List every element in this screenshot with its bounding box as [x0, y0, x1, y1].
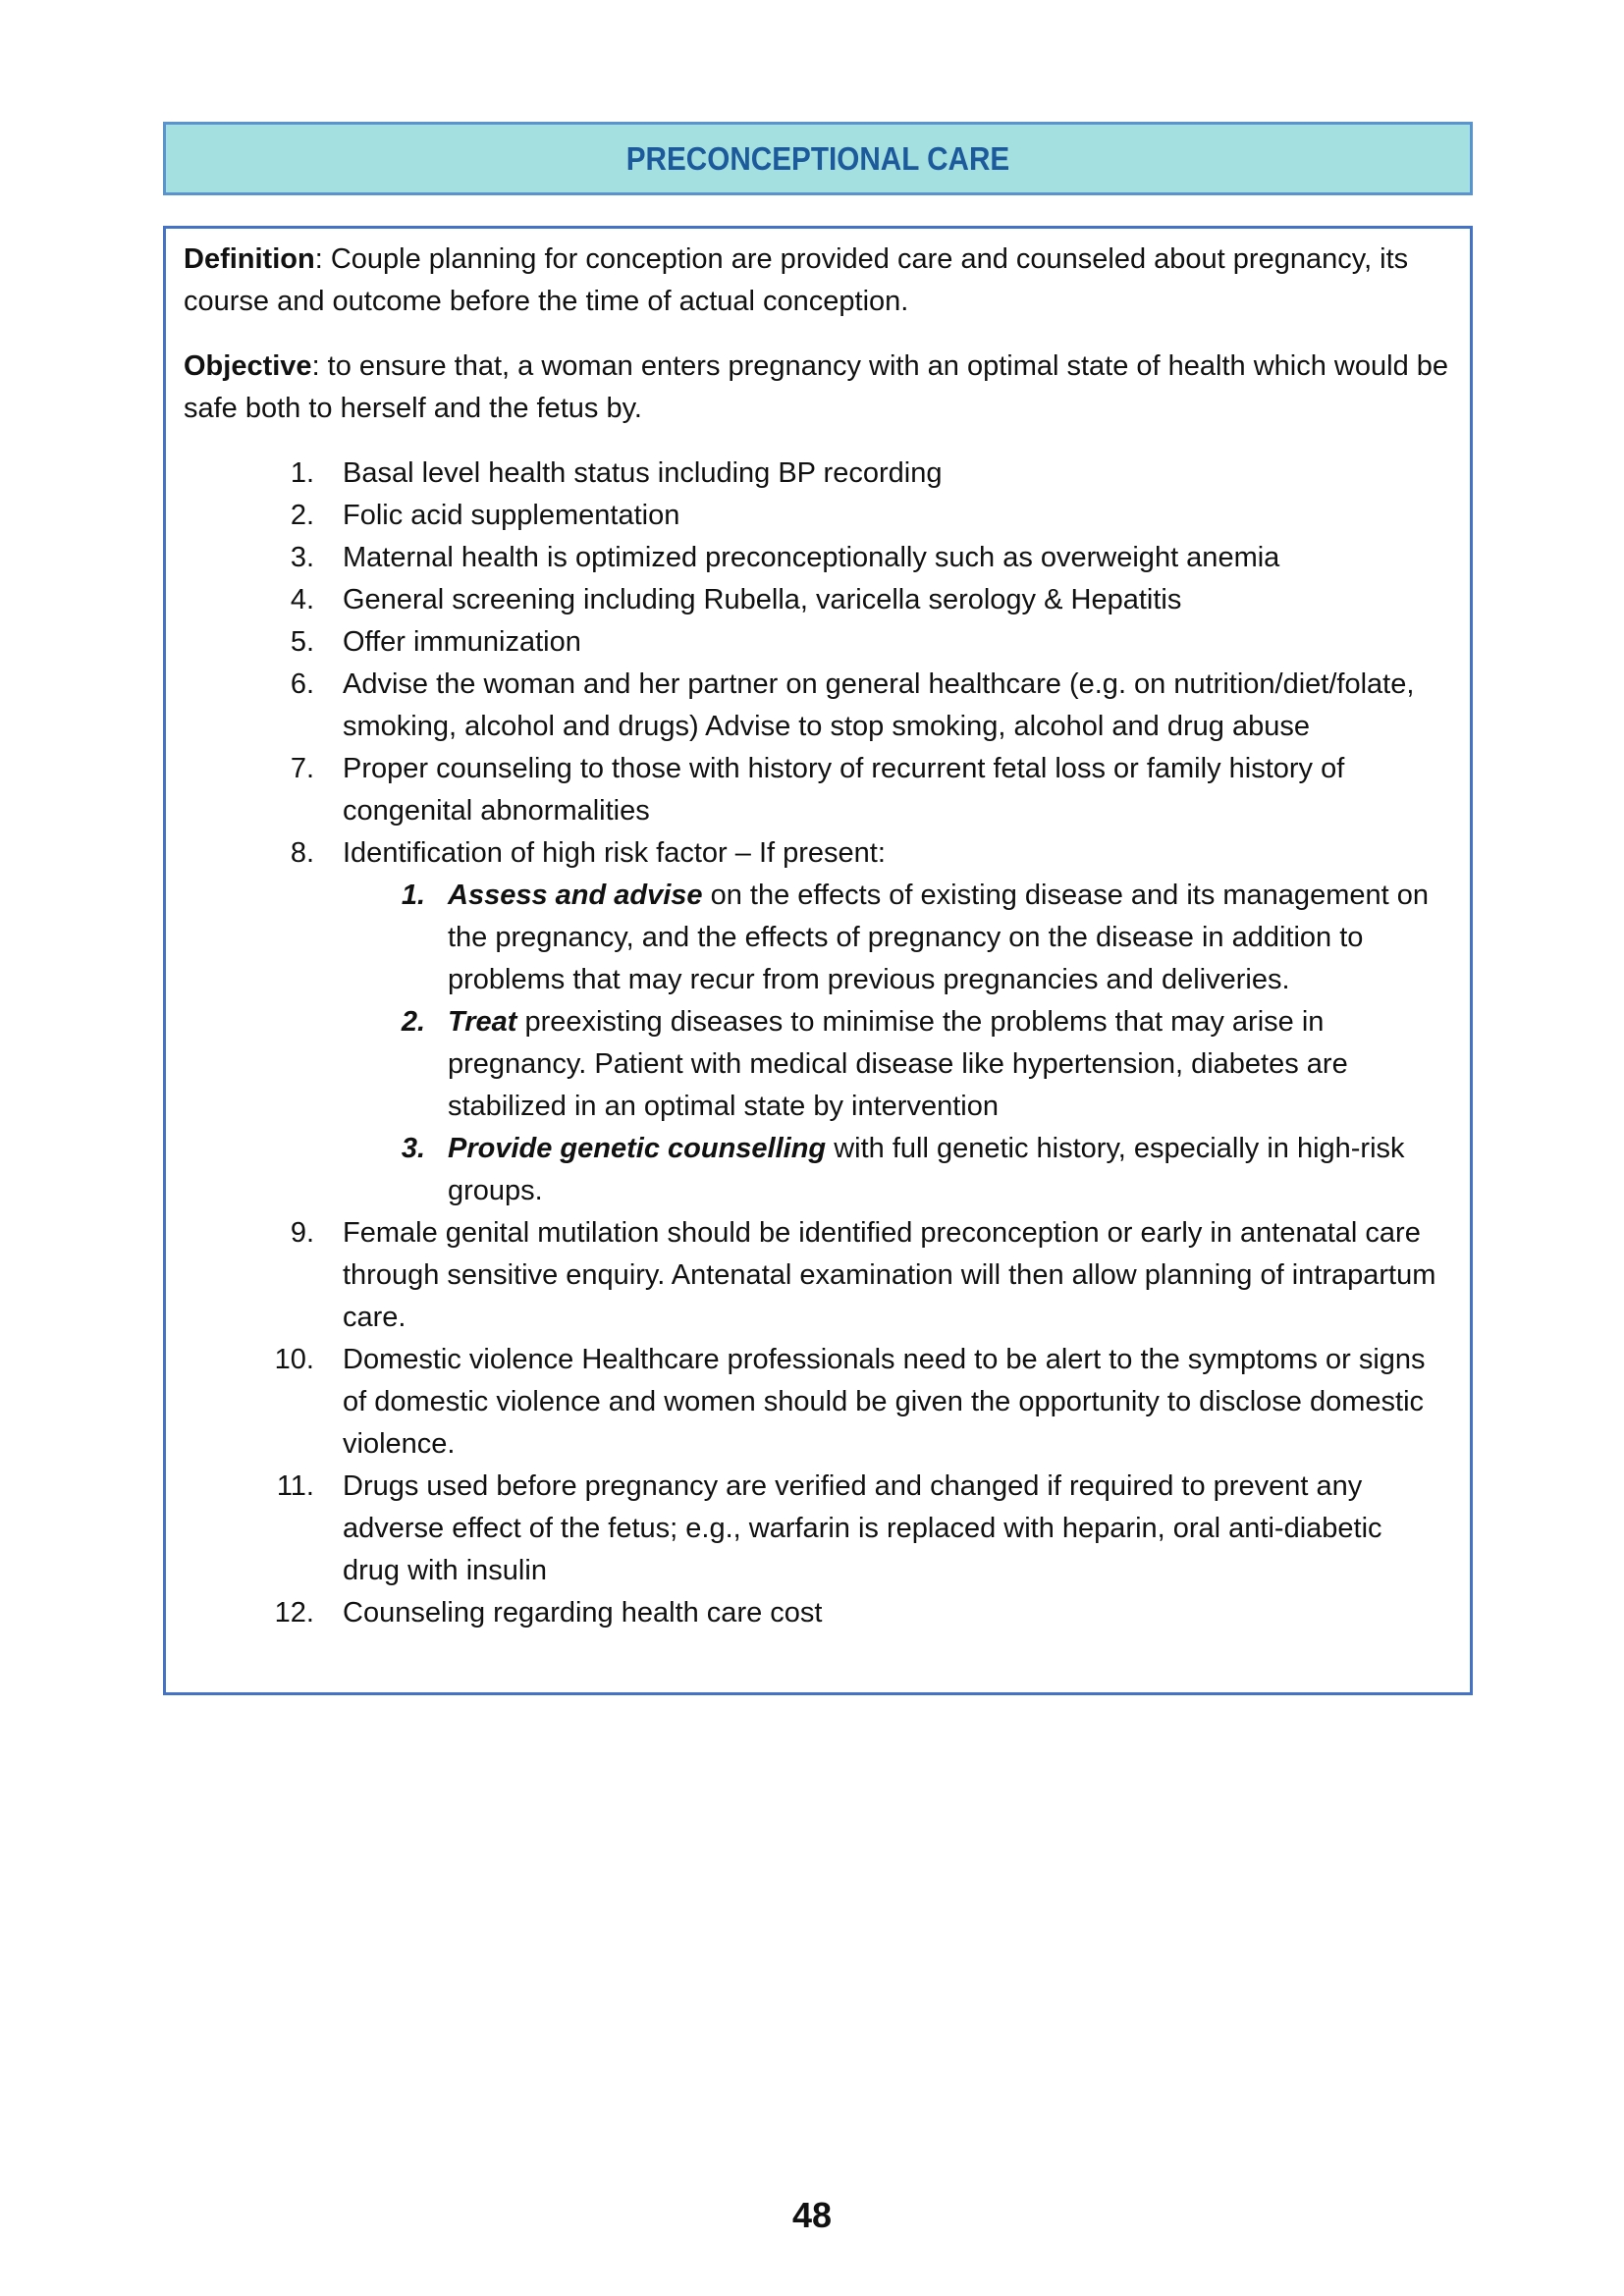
list-text: Advise the woman and her partner on general healthcare (e.g. on nutrition/diet/folate, smoking, alcohol and drugs) Advise to stop smoking, alcohol and drug abuse	[343, 668, 1415, 742]
list-number: 2.	[290, 500, 314, 531]
sub-list-text	[448, 875, 1460, 1001]
page-number: 48	[791, 2195, 833, 2235]
list-item	[184, 537, 1460, 579]
sub-list-emphasis: Assess and advise	[448, 880, 703, 911]
list-number: 12.	[274, 1597, 314, 1629]
list-item	[184, 495, 1460, 537]
list-item	[184, 1466, 1460, 1592]
list-text: Proper counseling to those with history of recurrent fetal loss or family history of congenital abnormalities	[343, 753, 1345, 827]
list-number: 4.	[290, 584, 314, 615]
content-body	[184, 239, 1460, 1634]
list-number: 1.	[290, 457, 314, 489]
list-item	[184, 621, 1460, 664]
sub-list-emphasis: Provide genetic counselling	[448, 1133, 827, 1164]
list-text: Drugs used before pregnancy are verified and changed if required to prevent any adverse effect of the fetus; e.g., warfarin is replaced with heparin, oral anti-diabetic drug with insulin	[343, 1470, 1382, 1586]
list-number: 9.	[290, 1217, 314, 1249]
sub-list-item	[184, 1128, 1460, 1212]
list-item	[184, 1212, 1460, 1339]
sub-list-emphasis: Treat	[448, 1006, 517, 1038]
list-number: 10.	[274, 1344, 314, 1375]
definition-label: Definition	[184, 243, 315, 275]
list-item	[184, 579, 1460, 621]
sub-list-text	[448, 1001, 1460, 1128]
care-list	[184, 453, 1460, 1634]
list-item	[184, 832, 1460, 875]
list-item	[184, 453, 1460, 495]
list-item	[184, 748, 1460, 832]
sub-list-item	[184, 1001, 1460, 1128]
sub-list-body: preexisting diseases to minimise the problems that may arise in pregnancy. Patient with medical disease like hypertension, diabetes are stabilized in an optimal state by intervention	[448, 1006, 1348, 1122]
page-title: PRECONCEPTIONAL CARE	[625, 139, 1010, 177]
list-text: Female genital mutilation should be identified preconception or early in antenatal care through sensitive enquiry. Antenatal examination will then allow planning of intrapartum care.	[343, 1217, 1436, 1333]
section-title-banner	[163, 122, 1473, 195]
list-text: Maternal health is optimized preconceptionally such as overweight anemia	[343, 542, 1280, 573]
list-text: Counseling regarding health care cost	[343, 1597, 823, 1629]
list-number: 6.	[290, 668, 314, 700]
list-item	[184, 664, 1460, 748]
objective-label: Objective	[184, 350, 312, 382]
list-number: 8.	[290, 837, 314, 869]
objective-paragraph	[184, 346, 1460, 430]
list-text: Basal level health status including BP recording	[343, 457, 943, 489]
list-text: Identification of high risk factor – If present:	[343, 837, 886, 869]
list-number: 5.	[290, 626, 314, 658]
list-text: Folic acid supplementation	[343, 500, 680, 531]
sub-list-number: 3.	[401, 1133, 425, 1164]
list-text: Domestic violence Healthcare professionals need to be alert to the symptoms or signs of domestic violence and women should be given the opportunity to disclose domestic violence.	[343, 1344, 1426, 1460]
list-item	[184, 1592, 1460, 1634]
list-number: 11.	[276, 1470, 314, 1502]
sub-list-number: 1.	[401, 880, 425, 911]
list-number: 7.	[290, 753, 314, 784]
sub-list-body: on the effects of existing disease and its management on the pregnancy, and the effects of pregnancy on the disease in addition to problems that may recur from previous pregnancies and deliveries.	[448, 880, 1429, 995]
sub-list-text	[448, 1128, 1460, 1212]
list-item	[184, 1339, 1460, 1466]
sub-list-number: 2.	[401, 1006, 425, 1038]
definition-paragraph	[184, 239, 1460, 323]
list-text: General screening including Rubella, varicella serology & Hepatitis	[343, 584, 1182, 615]
sub-list-item	[184, 875, 1460, 1001]
list-text: Offer immunization	[343, 626, 581, 658]
sub-list-body: with full genetic history, especially in high-risk groups.	[448, 1133, 1405, 1206]
definition-text: : Couple planning for conception are provided care and counseled about pregnancy, its course and outcome before the time of actual conception.	[184, 243, 1409, 317]
list-number: 3.	[290, 542, 314, 573]
objective-text: : to ensure that, a woman enters pregnancy with an optimal state of health which would be safe both to herself and the fetus by.	[184, 350, 1449, 424]
